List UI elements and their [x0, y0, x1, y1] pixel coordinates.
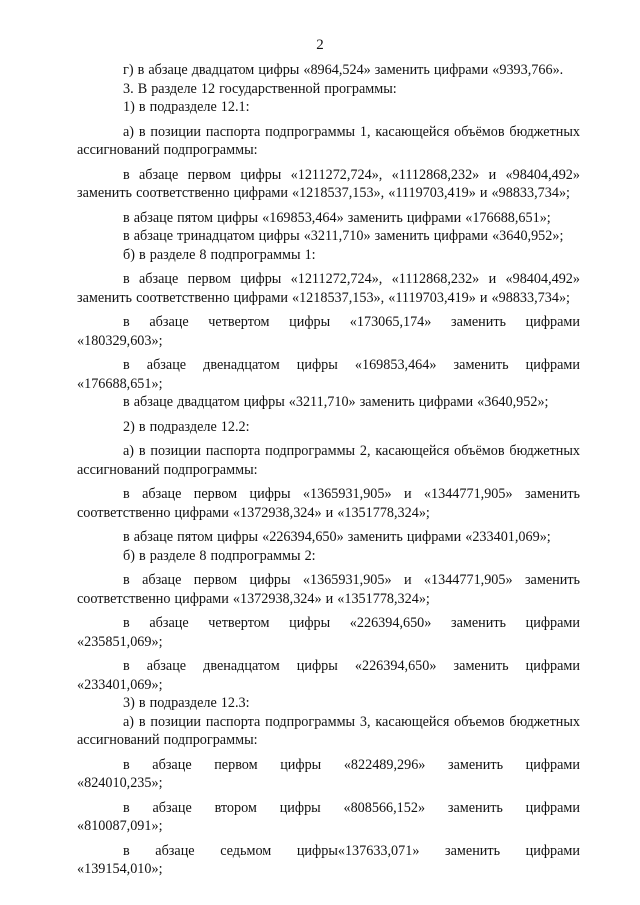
paragraph: в абзаце четвертом цифры «173065,174» заменить цифрами «180329,603»;: [77, 314, 580, 349]
page-number: 2: [316, 37, 324, 53]
subsection-heading: 1) в подразделе 12.1:: [123, 99, 250, 115]
subsection-heading: 2) в подразделе 12.2:: [123, 418, 250, 435]
paragraph: в абзаце двенадцатом цифры «226394,650» заменить цифрами «233401,069»;: [77, 658, 580, 693]
paragraph: в абзаце первом цифры «1211272,724», «1112868,232» и «98404,492» заменить соответственно цифрами «1218537,153», «1119703,419» и «98833,734»;: [77, 166, 580, 201]
document-body: [77, 61, 580, 879]
paragraph: а) в позиции паспорта подпрограммы 2, касающейся объёмов бюджетных ассигнований подпрограммы:: [77, 443, 580, 478]
paragraph: в абзаце пятом цифры «169853,464» заменить цифрами «176688,651»;: [123, 209, 551, 226]
paragraph: в абзаце двадцатом цифры «3211,710» заменить цифрами «3640,952»;: [123, 394, 549, 410]
paragraph: в абзаце пятом цифры «226394,650» заменить цифрами «233401,069»;: [123, 529, 551, 545]
paragraph: г) в абзаце двадцатом цифры «8964,524» заменить цифрами «9393,766».: [123, 62, 564, 78]
paragraph: в абзаце первом цифры «1365931,905» и «1344771,905» заменить соответственно цифрами «1372938,324» и «1351778,324»;: [77, 486, 580, 521]
subsection-heading: б) в разделе 8 подпрограммы 1:: [123, 246, 316, 263]
subsection-heading: 3) в подразделе 12.3:: [123, 695, 250, 711]
paragraph: в абзаце седьмом цифры«137633,071» заменить цифрами «139154,010»;: [77, 842, 580, 877]
paragraph: а) в позиции паспорта подпрограммы 3, касающейся объемов бюджетных ассигнований подпрограммы:: [77, 713, 580, 748]
paragraph: в абзаце первом цифры «1211272,724», «1112868,232» и «98404,492» заменить соответственно цифрами «1218537,153», «1119703,419» и «98833,734»;: [77, 271, 580, 306]
paragraph: в абзаце втором цифры «808566,152» заменить цифрами «810087,091»;: [77, 799, 580, 834]
paragraph: в абзаце двенадцатом цифры «169853,464» заменить цифрами «176688,651»;: [77, 357, 580, 392]
paragraph: в абзаце первом цифры «1365931,905» и «1344771,905» заменить соответственно цифрами «1372938,324» и «1351778,324»;: [77, 572, 580, 607]
paragraph: а) в позиции паспорта подпрограммы 1, касающейся объёмов бюджетных ассигнований подпрограммы:: [77, 123, 580, 158]
paragraph: в абзаце четвертом цифры «226394,650» заменить цифрами «235851,069»;: [77, 615, 580, 650]
paragraph: в абзаце первом цифры «822489,296» заменить цифрами «824010,235»;: [77, 756, 580, 791]
section-heading: 3. В разделе 12 государственной программы:: [123, 80, 397, 97]
paragraph: в абзаце тринадцатом цифры «3211,710» заменить цифрами «3640,952»;: [123, 228, 564, 244]
subsection-heading: б) в разделе 8 подпрограммы 2:: [123, 547, 316, 564]
